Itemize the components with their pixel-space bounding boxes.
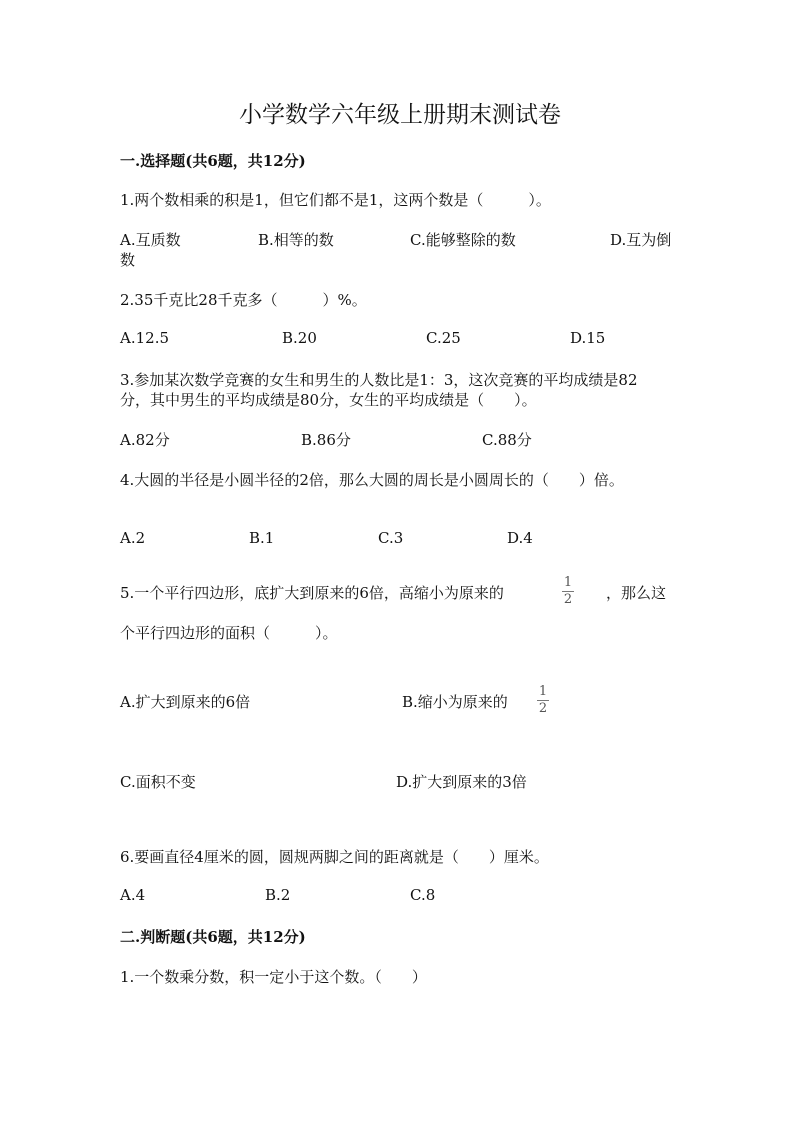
question-5-option-d: D.扩大到原来的3倍: [396, 773, 527, 791]
question-1-option-c: C.能够整除的数: [410, 231, 516, 249]
question-5-option-b-fraction: [537, 685, 549, 716]
question-1-option-d: D.互为倒: [610, 231, 672, 249]
question-2-option-b: B.20: [282, 329, 317, 347]
question-2-option-d: D.15: [570, 329, 606, 347]
question-6-option-a: A.4: [120, 886, 146, 904]
question-2-option-a: A.12.5: [120, 329, 169, 347]
page-title: 小学数学六年级上册期末测试卷: [239, 102, 561, 128]
fraction-denominator: 2: [538, 701, 548, 716]
question-4-stem: 4.大圆的半径是小圆半径的2倍，那么大圆的周长是小圆周长的（ ）倍。: [120, 471, 624, 489]
question-1-option-b: B.相等的数: [258, 231, 334, 249]
question-5-option-c: C.面积不变: [120, 773, 196, 791]
question-6-stem: 6.要画直径4厘米的圆，圆规两脚之间的距离就是（ ）厘米。: [120, 848, 549, 866]
question-5-stem-line2: 个平行四边形的面积（ ）。: [120, 624, 338, 642]
question-2-option-c: C.25: [426, 329, 461, 347]
judgement-question-1-stem: 1.一个数乘分数，积一定小于这个数。（ ）: [120, 968, 427, 986]
fraction-numerator: 1: [538, 684, 548, 699]
question-4-option-d: D.4: [507, 529, 533, 547]
question-6-option-b: B.2: [265, 886, 291, 904]
question-3-stem-line2: 分，其中男生的平均成绩是80分，女生的平均成绩是（ ）。: [120, 391, 537, 409]
fraction-denominator: 2: [563, 592, 573, 607]
question-3-option-a: A.82分: [120, 431, 170, 449]
question-6-option-c: C.8: [410, 886, 436, 904]
question-5-option-a: A.扩大到原来的6倍: [120, 693, 251, 711]
question-1-stem: 1.两个数相乘的积是1，但它们都不是1，这两个数是（ ）。: [120, 191, 551, 209]
question-4-option-c: C.3: [378, 529, 404, 547]
question-3-stem-line1: 3.参加某次数学竞赛的女生和男生的人数比是1：3，这次竞赛的平均成绩是82: [120, 371, 638, 389]
question-2-stem: 2.35千克比28千克多（ ）%。: [120, 291, 367, 309]
question-5-fraction: [562, 576, 574, 607]
question-4-option-a: A.2: [120, 529, 146, 547]
question-3-option-c: C.88分: [482, 431, 532, 449]
question-4-option-b: B.1: [249, 529, 275, 547]
section-heading-judgement: 二.判断题(共6题，共12分): [120, 928, 306, 946]
fraction-numerator: 1: [563, 575, 573, 590]
question-1-option-d-wrap: 数: [120, 251, 136, 269]
question-3-option-b: B.86分: [301, 431, 351, 449]
section-heading-choice: 一.选择题(共6题，共12分): [120, 152, 306, 170]
question-5-stem-part1: 5.一个平行四边形，底扩大到原来的6倍，高缩小为原来的: [120, 584, 504, 602]
question-5-option-b: B.缩小为原来的: [402, 693, 508, 711]
question-1-option-a: A.互质数: [120, 231, 181, 249]
question-5-stem-part2: ，那么这: [606, 584, 667, 602]
